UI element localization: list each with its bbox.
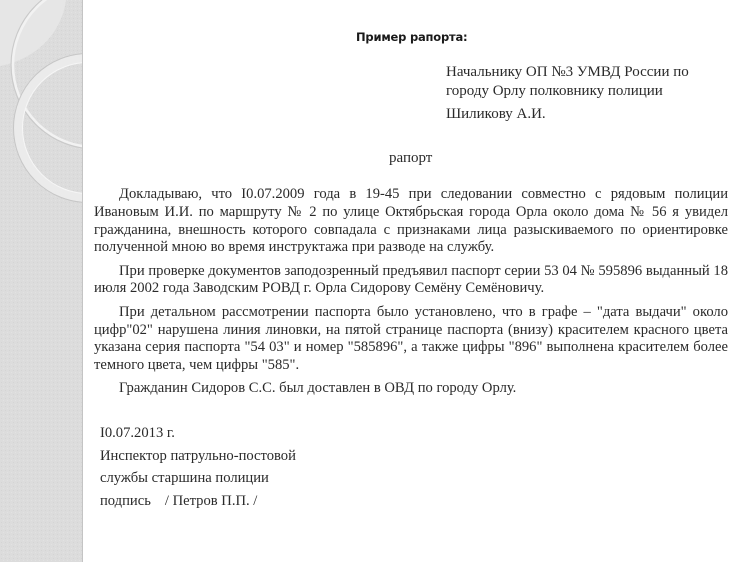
addressee-line: Начальнику ОП №3 УМВД России по xyxy=(446,64,689,80)
page-title: Пример рапорта: xyxy=(356,30,468,44)
addressee-line: городу Орлу полковнику полиции xyxy=(446,82,663,99)
body-paragraph: При проверке документов заподозренный предъявил паспорт серии 53 04 № 595896 выданный 18 июля 2002 года Заводским РОВД г. Орла Сидорову Семёну Семёновичу. xyxy=(94,262,728,297)
report-body xyxy=(94,186,728,404)
signature-label: подпись xyxy=(100,492,151,509)
signature-block xyxy=(100,422,296,512)
addressee-name: Шиликову А.И. xyxy=(446,106,546,122)
body-paragraph: Докладываю, что I0.07.2009 года в 19-45 при следовании совместно с рядовым полиции Ивановым И.И. по маршруту № 2 по улице Октябрьская города Орла около дома № 56 я увидел гражданина, внешность которого совпадала с признаками лица разыскиваемого по ориентировке полученной мною во время инструктажа при разводе на службу. xyxy=(94,186,728,256)
signature-position: Инспектор патрульно-постовой xyxy=(100,447,296,464)
signature-position: службы старшина полиции xyxy=(100,470,269,486)
decorative-sidebar xyxy=(0,0,83,562)
circles-ornament-icon xyxy=(0,0,82,562)
body-paragraph: При детальном рассмотрении паспорта было установлено, что в графе – "дата выдачи" около цифр"02" нарушена линия линовки, на пятой странице паспорта (внизу) красителем красного цвета указана серия паспорта "54 03" и номер "585896", а также цифры "896" выполнена красителем более темного цвета, чем цифры "585". xyxy=(94,303,728,374)
signer-name: / Петров П.П. / xyxy=(164,492,258,509)
addressee-block xyxy=(446,63,689,124)
signature-date: I0.07.2013 г. xyxy=(100,425,175,441)
body-paragraph: Гражданин Сидоров С.С. был доставлен в ОВД по городу Орлу. xyxy=(119,380,517,397)
document-heading: рапорт xyxy=(389,150,433,166)
signature-row xyxy=(100,490,296,513)
